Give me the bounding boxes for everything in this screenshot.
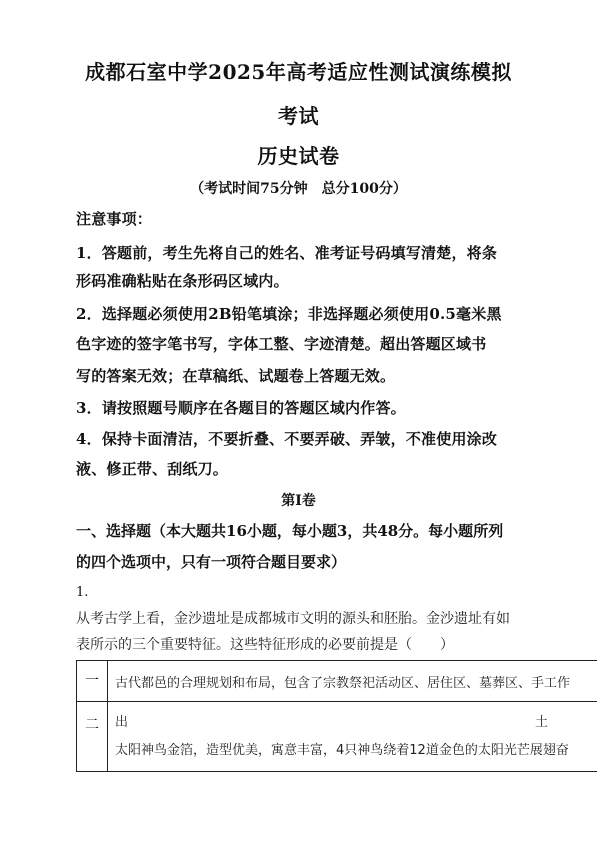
notice-line: 形码准确粘贴在条形码区域内。 bbox=[76, 272, 289, 290]
row-number: 一 bbox=[77, 661, 108, 701]
feature-table bbox=[76, 660, 597, 772]
row-text-part: 出 bbox=[115, 715, 129, 730]
notice-line: 3．请按照题号顺序在各题目的答题区域内作答。 bbox=[76, 399, 406, 417]
row-text: 太阳神鸟金箔，造型优美，寓意丰富，4只神鸟绕着12道金色的太阳光芒展翅奋 bbox=[115, 743, 569, 758]
exam-title-continued: 考试 bbox=[278, 104, 319, 128]
notice-heading: 注意事项： bbox=[76, 210, 153, 228]
exam-title: 成都石室中学2025年高考适应性测试演练模拟 bbox=[85, 60, 512, 84]
notice-line: 1．答题前，考生先将自己的姓名、准考证号码填写清楚，将条 bbox=[76, 244, 498, 262]
section-heading-continued: 的四个选项中，只有一项符合题目要求） bbox=[76, 553, 347, 571]
table-row bbox=[77, 661, 597, 702]
volume-title: 第Ⅰ卷 bbox=[281, 493, 316, 509]
notice-line: 色字迹的签字笔书写，字体工整、字迹清楚。超出答题区域书 bbox=[76, 335, 487, 353]
notice-line: 写的答案无效；在草稿纸、试题卷上答题无效。 bbox=[76, 367, 396, 385]
question-number: 1. bbox=[76, 585, 89, 600]
notice-line: 2．选择题必须使用2B铅笔填涂；非选择题必须使用0.5毫米黑 bbox=[76, 305, 502, 323]
row-text-part: 土 bbox=[535, 715, 549, 730]
table-row bbox=[77, 701, 597, 771]
row-number: 二 bbox=[77, 701, 108, 771]
question-text: 从考古学上看，金沙遗址是成都城市文明的源头和胚胎。金沙遗址有如 bbox=[76, 611, 510, 627]
question-text-continued: 表所示的三个重要特征。这些特征形成的必要前提是（ ） bbox=[76, 637, 454, 653]
section-heading: 一、选择题（本大题共16小题，每小题3，共48分。每小题所列 bbox=[76, 522, 504, 540]
exam-info: （考试时间75分钟 总分100分） bbox=[190, 181, 407, 197]
row-text: 古代都邑的合理规划和布局，包含了宗教祭祀活动区、居住区、墓葬区、手工作 bbox=[115, 676, 571, 691]
notice-line: 液、修正带、刮纸刀。 bbox=[76, 460, 229, 478]
subject-title: 历史试卷 bbox=[257, 144, 340, 168]
notice-line: 4．保持卡面清洁，不要折叠、不要弄破、弄皱，不准使用涂改 bbox=[76, 430, 498, 448]
